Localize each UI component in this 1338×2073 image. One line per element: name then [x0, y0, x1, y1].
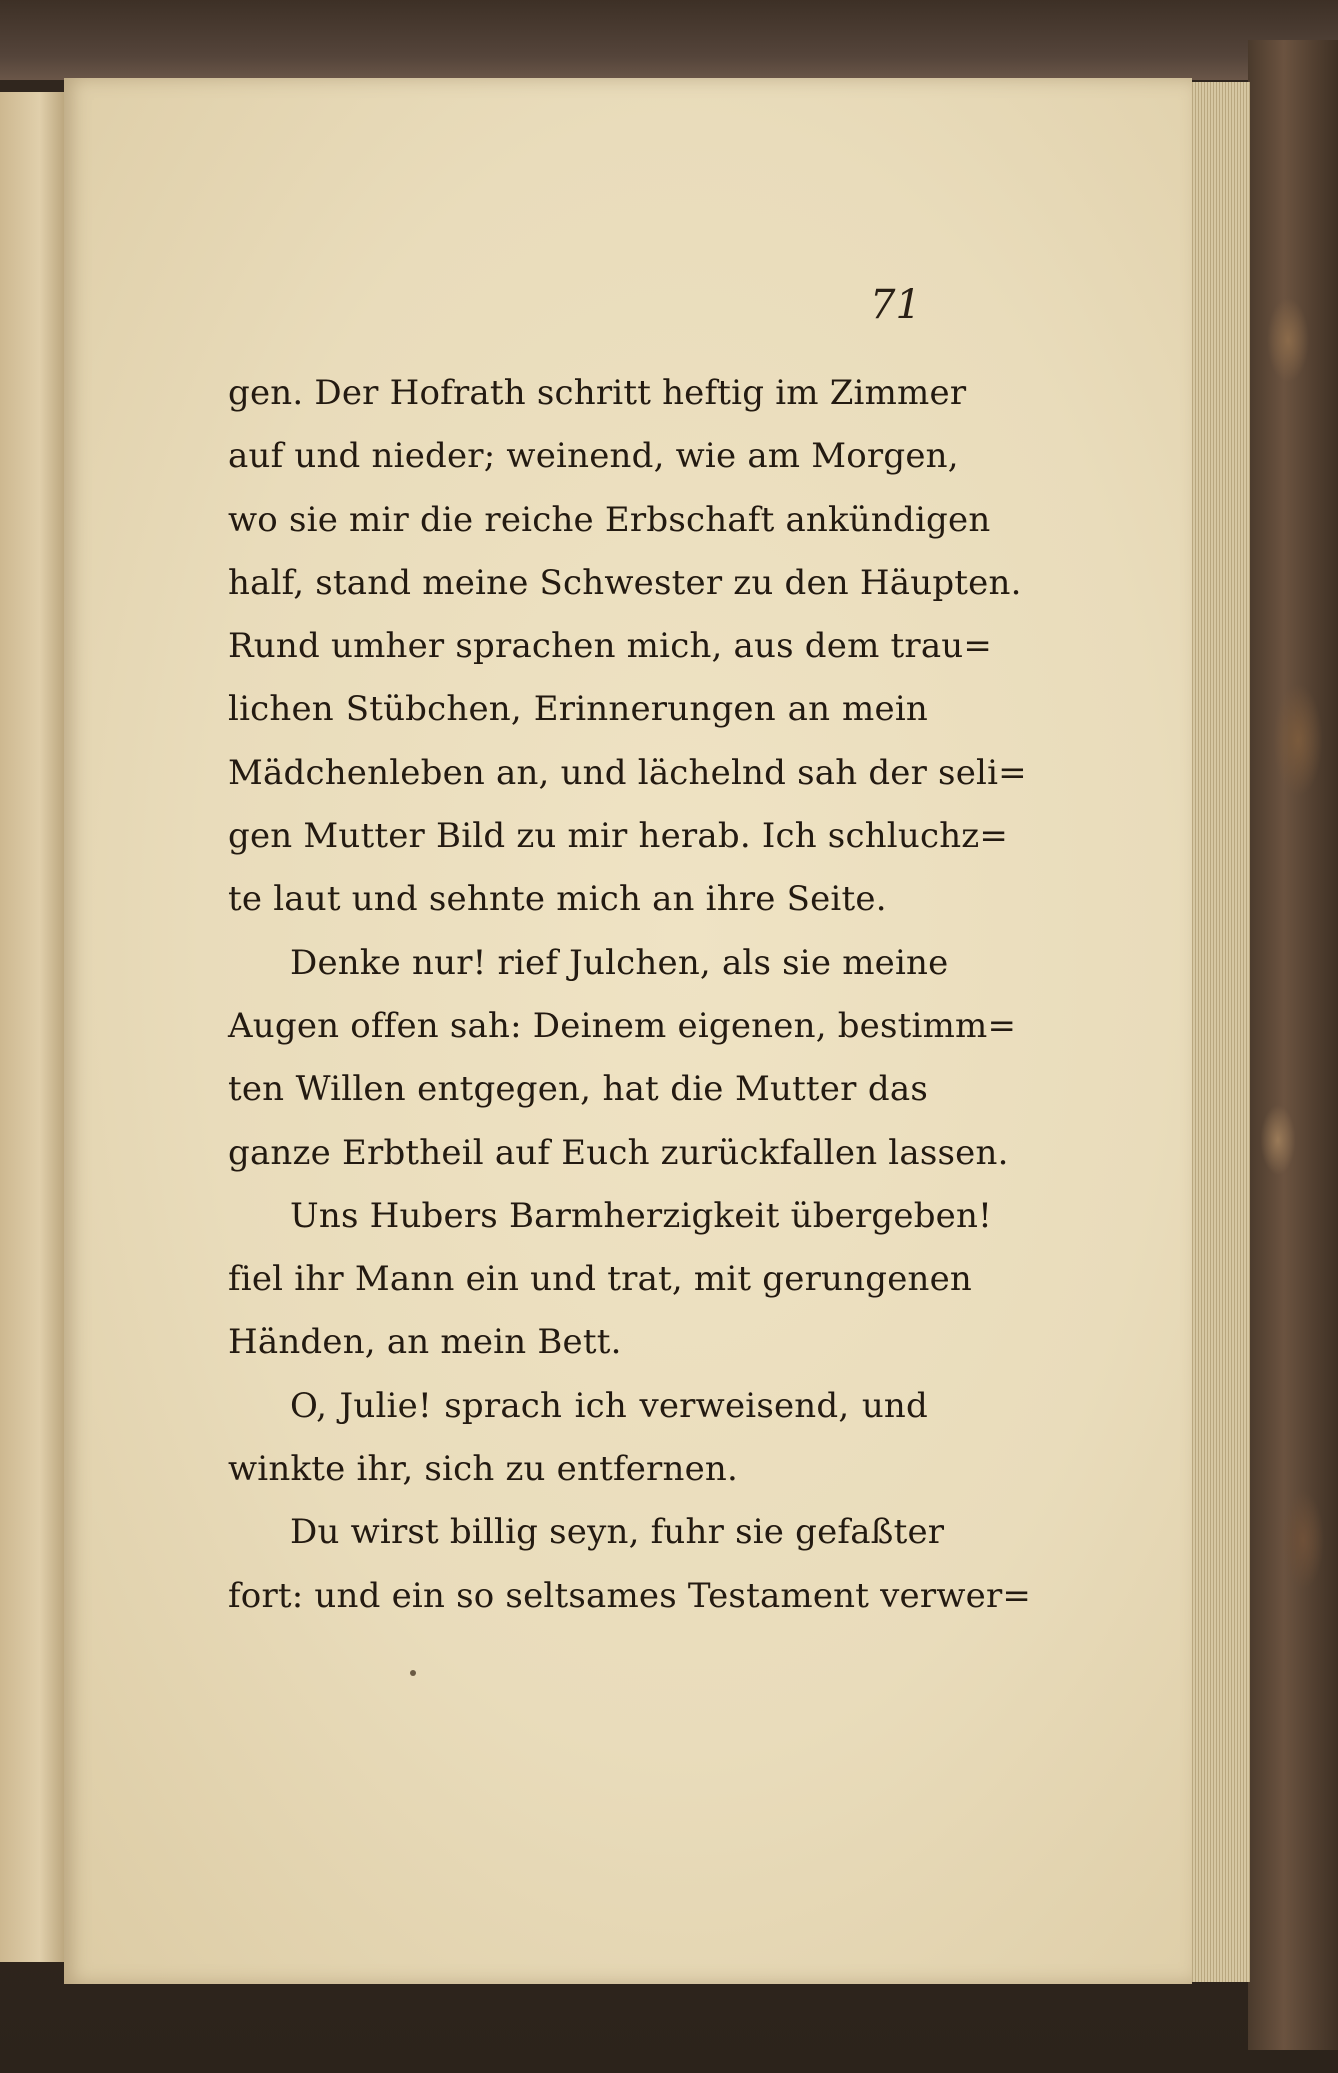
text-line: winkte ihr, sich zu entfernen. — [228, 1449, 739, 1490]
page-block-edges — [1188, 82, 1250, 1982]
text-line: wo sie mir die reiche Erbschaft ankündigen — [228, 499, 991, 540]
text-line: Mädchenleben an, und lächelnd sah der seli= — [228, 752, 1027, 793]
book-cover-marbled — [1248, 40, 1338, 2050]
text-line: Rund umher sprachen mich, aus dem trau= — [228, 626, 993, 667]
text-line: half, stand meine Schwester zu den Häupten. — [228, 562, 1022, 603]
text-line: fiel ihr Mann ein und trat, mit gerungenen — [228, 1259, 973, 1300]
text-line: Uns Hubers Barmherzigkeit übergeben! — [290, 1195, 992, 1236]
text-line: lichen Stübchen, Erinnerungen an mein — [228, 689, 928, 730]
text-line: Augen offen sah: Deinem eigenen, bestimm= — [228, 1005, 1017, 1046]
paper-speck — [410, 1670, 416, 1676]
text-line: auf und nieder; weinend, wie am Morgen, — [228, 436, 959, 477]
text-line: Händen, an mein Bett. — [228, 1322, 622, 1363]
text-line: Du wirst billig seyn, fuhr sie gefaßter — [290, 1512, 945, 1553]
text-line: fort: und ein so seltsames Testament verwer= — [228, 1575, 1032, 1616]
text-line: Denke nur! rief Julchen, als sie meine — [290, 942, 949, 983]
text-line: gen Mutter Bild zu mir herab. Ich schluchz= — [228, 816, 1009, 857]
left-page-edge — [0, 92, 68, 1962]
text-line: ganze Erbtheil auf Euch zurückfallen lassen. — [228, 1132, 1009, 1173]
page-number: 71 — [870, 282, 921, 328]
page-text — [228, 362, 1032, 1628]
text-line: gen. Der Hofrath schritt heftig im Zimmer — [228, 373, 967, 413]
text-line: te laut und sehnte mich an ihre Seite. — [228, 879, 887, 920]
text-line: O, Julie! sprach ich verweisend, und — [290, 1385, 928, 1426]
book-cover-top — [0, 0, 1338, 80]
text-line: ten Willen entgegen, hat die Mutter das — [228, 1069, 928, 1110]
